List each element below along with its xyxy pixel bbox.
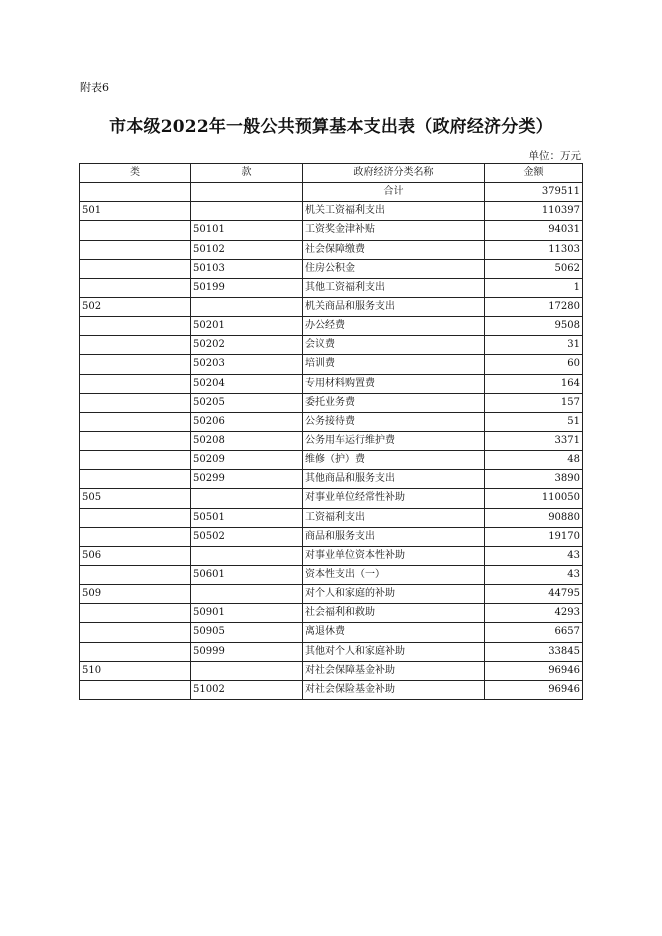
category-code: 502 [80, 297, 191, 316]
table-row [80, 240, 583, 259]
category-code: 509 [80, 585, 191, 604]
classification-name: 会议费 [303, 336, 485, 355]
amount: 48 [485, 451, 583, 470]
item-code: 50209 [191, 451, 303, 470]
table-row [80, 259, 583, 278]
page-title: 市本级2022年一般公共预算基本支出表（政府经济分类） [109, 117, 553, 137]
classification-name: 其他工资福利支出 [303, 278, 485, 297]
classification-name: 办公经费 [303, 317, 485, 336]
table-row [80, 431, 583, 450]
classification-name: 对社会保险基金补助 [303, 680, 485, 699]
category-code: 510 [80, 661, 191, 680]
table-row [80, 508, 583, 527]
classification-name: 机关商品和服务支出 [303, 297, 485, 316]
amount: 3371 [485, 431, 583, 450]
category-code [80, 451, 191, 470]
category-code: 505 [80, 489, 191, 508]
total-label: 合计 [303, 183, 485, 202]
amount: 110397 [485, 202, 583, 221]
table-row [80, 546, 583, 565]
amount: 96946 [485, 661, 583, 680]
unit-label: 单位：万元 [528, 150, 581, 162]
amount: 60 [485, 355, 583, 374]
table-row [80, 680, 583, 699]
classification-name: 对事业单位资本性补助 [303, 546, 485, 565]
table-row [80, 317, 583, 336]
category-code: 506 [80, 546, 191, 565]
item-code: 50203 [191, 355, 303, 374]
category-code [80, 221, 191, 240]
classification-name: 机关工资福利支出 [303, 202, 485, 221]
table-row [80, 565, 583, 584]
item-code: 50901 [191, 604, 303, 623]
table-row [80, 470, 583, 489]
category-code [80, 240, 191, 259]
category-code [80, 355, 191, 374]
item-code: 50601 [191, 565, 303, 584]
category-code [80, 278, 191, 297]
category-code [80, 259, 191, 278]
table-row [80, 355, 583, 374]
classification-name: 商品和服务支出 [303, 527, 485, 546]
table-body [80, 183, 583, 700]
amount: 17280 [485, 297, 583, 316]
table-row [80, 393, 583, 412]
table-row [80, 527, 583, 546]
classification-name: 工资奖金津补贴 [303, 221, 485, 240]
amount: 96946 [485, 680, 583, 699]
category-code [80, 623, 191, 642]
category-code [80, 374, 191, 393]
total-row [80, 183, 583, 202]
amount: 157 [485, 393, 583, 412]
item-code: 50199 [191, 278, 303, 297]
classification-name: 资本性支出（一） [303, 565, 485, 584]
category-code: 501 [80, 202, 191, 221]
category-code [80, 470, 191, 489]
header-name: 政府经济分类名称 [303, 164, 485, 183]
category-code [80, 431, 191, 450]
amount: 3890 [485, 470, 583, 489]
item-code [191, 585, 303, 604]
classification-name: 公务接待费 [303, 412, 485, 431]
attachment-label: 附表6 [80, 81, 109, 94]
total-item-cell [191, 183, 303, 202]
item-code: 50202 [191, 336, 303, 355]
item-code: 50101 [191, 221, 303, 240]
total-amount: 379511 [485, 183, 583, 202]
table-row [80, 661, 583, 680]
amount: 5062 [485, 259, 583, 278]
category-code [80, 508, 191, 527]
item-code: 51002 [191, 680, 303, 699]
classification-name: 对事业单位经常性补助 [303, 489, 485, 508]
category-code [80, 336, 191, 355]
amount: 43 [485, 565, 583, 584]
amount: 43 [485, 546, 583, 565]
item-code: 50501 [191, 508, 303, 527]
category-code [80, 412, 191, 431]
classification-name: 住房公积金 [303, 259, 485, 278]
header-item: 款 [191, 164, 303, 183]
amount: 164 [485, 374, 583, 393]
header-category: 类 [80, 164, 191, 183]
classification-name: 社会保障缴费 [303, 240, 485, 259]
classification-name: 委托业务费 [303, 393, 485, 412]
item-code: 50502 [191, 527, 303, 546]
item-code: 50205 [191, 393, 303, 412]
table-row [80, 604, 583, 623]
item-code [191, 546, 303, 565]
amount: 4293 [485, 604, 583, 623]
classification-name: 工资福利支出 [303, 508, 485, 527]
classification-name: 培训费 [303, 355, 485, 374]
amount: 90880 [485, 508, 583, 527]
item-code: 50208 [191, 431, 303, 450]
item-code [191, 202, 303, 221]
classification-name: 其他商品和服务支出 [303, 470, 485, 489]
item-code: 50905 [191, 623, 303, 642]
item-code: 50999 [191, 642, 303, 661]
category-code [80, 604, 191, 623]
classification-name: 离退休费 [303, 623, 485, 642]
table-row [80, 202, 583, 221]
table-row [80, 278, 583, 297]
item-code [191, 297, 303, 316]
budget-table [79, 163, 583, 700]
category-code [80, 680, 191, 699]
amount: 19170 [485, 527, 583, 546]
table-row [80, 623, 583, 642]
item-code: 50206 [191, 412, 303, 431]
item-code: 50102 [191, 240, 303, 259]
amount: 11303 [485, 240, 583, 259]
table-row [80, 642, 583, 661]
item-code: 50204 [191, 374, 303, 393]
item-code: 50299 [191, 470, 303, 489]
category-code [80, 393, 191, 412]
table-row [80, 336, 583, 355]
item-code [191, 489, 303, 508]
amount: 1 [485, 278, 583, 297]
amount: 31 [485, 336, 583, 355]
table-row [80, 374, 583, 393]
category-code [80, 527, 191, 546]
amount: 110050 [485, 489, 583, 508]
category-code [80, 317, 191, 336]
classification-name: 维修（护）费 [303, 451, 485, 470]
table-row [80, 585, 583, 604]
table-row [80, 221, 583, 240]
table-row [80, 297, 583, 316]
table-row [80, 489, 583, 508]
category-code [80, 565, 191, 584]
item-code: 50201 [191, 317, 303, 336]
table-row [80, 451, 583, 470]
classification-name: 对个人和家庭的补助 [303, 585, 485, 604]
amount: 9508 [485, 317, 583, 336]
table-row [80, 412, 583, 431]
header-row [80, 164, 583, 183]
amount: 6657 [485, 623, 583, 642]
header-amount: 金额 [485, 164, 583, 183]
classification-name: 专用材料购置费 [303, 374, 485, 393]
classification-name: 社会福利和救助 [303, 604, 485, 623]
amount: 94031 [485, 221, 583, 240]
total-category-cell [80, 183, 191, 202]
amount: 51 [485, 412, 583, 431]
amount: 33845 [485, 642, 583, 661]
classification-name: 公务用车运行维护费 [303, 431, 485, 450]
category-code [80, 642, 191, 661]
item-code: 50103 [191, 259, 303, 278]
classification-name: 其他对个人和家庭补助 [303, 642, 485, 661]
classification-name: 对社会保障基金补助 [303, 661, 485, 680]
item-code [191, 661, 303, 680]
amount: 44795 [485, 585, 583, 604]
